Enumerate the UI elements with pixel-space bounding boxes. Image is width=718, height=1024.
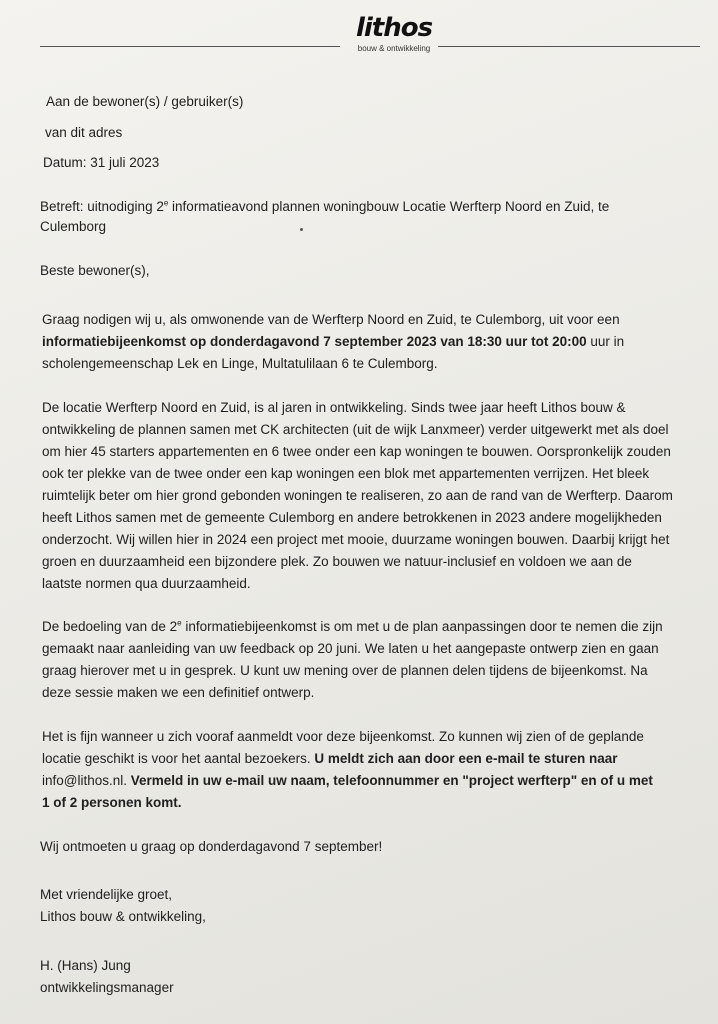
p2-line: ontwikkeling de plannen samen met CK architecten (uit de wijk Lanxmeer) verder uitgewerkt met als doel bbox=[42, 422, 669, 437]
logo-wordmark: lithos bbox=[355, 13, 433, 43]
p4-line-1: Het is fijn wanneer u zich vooraf aanmeldt voor deze bijeenkomst. Zo kunnen wij zien of de geplande bbox=[42, 729, 644, 744]
p1-bold: informatiebijeenkomst op donderdagavond 7 september 2023 van 18:30 uur tot 20:00 bbox=[42, 334, 587, 349]
subject-post: informatieavond plannen woningbouw Locatie Werfterp Noord en Zuid, te bbox=[168, 199, 610, 214]
signatory-role: ontwikkelingsmanager bbox=[40, 980, 174, 995]
p1-line-1: Graag nodigen wij u, als omwonende van de Werfterp Noord en Zuid, te Culemborg, uit voor een bbox=[42, 312, 620, 327]
company-logo bbox=[344, 14, 444, 54]
p2-line: heeft Lithos samen met de gemeente Culemborg en andere betrokkenen in 2023 andere mogelijkheden bbox=[42, 510, 662, 525]
p3-sup: e bbox=[177, 618, 182, 628]
address-line-1: Aan de bewoner(s) / gebruiker(s) bbox=[46, 94, 244, 109]
p2-line: laatste normen qua duurzaamheid. bbox=[42, 576, 251, 591]
signatory-name: H. (Hans) Jung bbox=[40, 958, 131, 973]
contact-email: info@lithos.nl. bbox=[42, 773, 127, 788]
closing-line: Wij ontmoeten u graag op donderdagavond 7 september! bbox=[40, 839, 383, 854]
p3-line: deze sessie maken we een definitief ontwerp. bbox=[42, 685, 315, 700]
p3-line-1 bbox=[42, 616, 663, 638]
p4-line-4: 1 of 2 personen komt. bbox=[42, 795, 182, 810]
p4-l3-bold: Vermeld in uw e-mail uw naam, telefoonnummer en "project werfterp" en of u met bbox=[127, 773, 653, 788]
subject-line-1 bbox=[40, 196, 609, 218]
p1-rest: uur in bbox=[586, 334, 625, 349]
signoff-company: Lithos bouw & ontwikkeling, bbox=[40, 909, 206, 924]
p4-l2-normal: locatie geschikt is voor het aantal bezoekers. bbox=[42, 751, 315, 766]
p4-line-2 bbox=[42, 748, 617, 770]
paper-speck bbox=[300, 228, 303, 231]
p3-line: gemaakt naar aanleiding van uw feedback op 20 juni. We laten u het aangepaste ontwerp zien en gaan bbox=[42, 641, 659, 656]
p2-line: ruimtelijk beter om hier grond gebonden woningen te realiseren, zo aan de rand van de Werfterp. Daarom bbox=[42, 488, 673, 503]
header-rule-left bbox=[40, 46, 340, 47]
letter-date: Datum: 31 juli 2023 bbox=[43, 155, 160, 170]
p3-line: graag hierover met u in gesprek. U kunt uw mening over de plannen delen tijdens de bijeenkomst. Na bbox=[42, 663, 648, 678]
subject-line-2: Culemborg bbox=[40, 219, 107, 234]
header-rule-right bbox=[438, 46, 700, 47]
p3-pre: De bedoeling van de 2 bbox=[42, 619, 178, 634]
p2-line: ook ter plekke van de twee onder een kap woningen een blok met appartementen verrijzen. Het bleek bbox=[42, 466, 650, 481]
logo-subtitle: bouw & ontwikkeling bbox=[357, 44, 431, 53]
p2-line: om hier 45 starters appartementen en 6 twee onder een kap woningen te bouwen. Oorspronkelijk zouden bbox=[42, 444, 671, 459]
p2-line: groen en duurzaamheid een bijzondere plek. Zo bouwen we natuur-inclusief en voldoen we aan de bbox=[42, 554, 632, 569]
subject-sup: e bbox=[163, 198, 169, 208]
signoff-greeting: Met vriendelijke groet, bbox=[40, 887, 173, 902]
p3-post: informatiebijeenkomst is om met u de plan aanpassingen door te nemen die zijn bbox=[181, 619, 663, 634]
p1-line-3: scholengemeenschap Lek en Linge, Multatulilaan 6 te Culemborg. bbox=[42, 356, 438, 371]
p4-line-3 bbox=[42, 770, 653, 792]
p2-line: De locatie Werfterp Noord en Zuid, is al jaren in ontwikkeling. Sinds twee jaar heeft Lithos bouw & bbox=[42, 400, 626, 415]
p2-line: onderzocht. Wij willen hier in 2024 een project met mooie, duurzame woningen bouwen. Daarbij krijgt het bbox=[42, 532, 670, 547]
salutation: Beste bewoner(s), bbox=[40, 263, 150, 278]
p1-line-2 bbox=[42, 331, 624, 353]
address-line-2: van dit adres bbox=[45, 125, 123, 140]
p4-l2-bold: U meldt zich aan door een e-mail te sturen naar bbox=[314, 751, 618, 766]
subject-pre: Betreft: uitnodiging 2 bbox=[40, 199, 164, 214]
